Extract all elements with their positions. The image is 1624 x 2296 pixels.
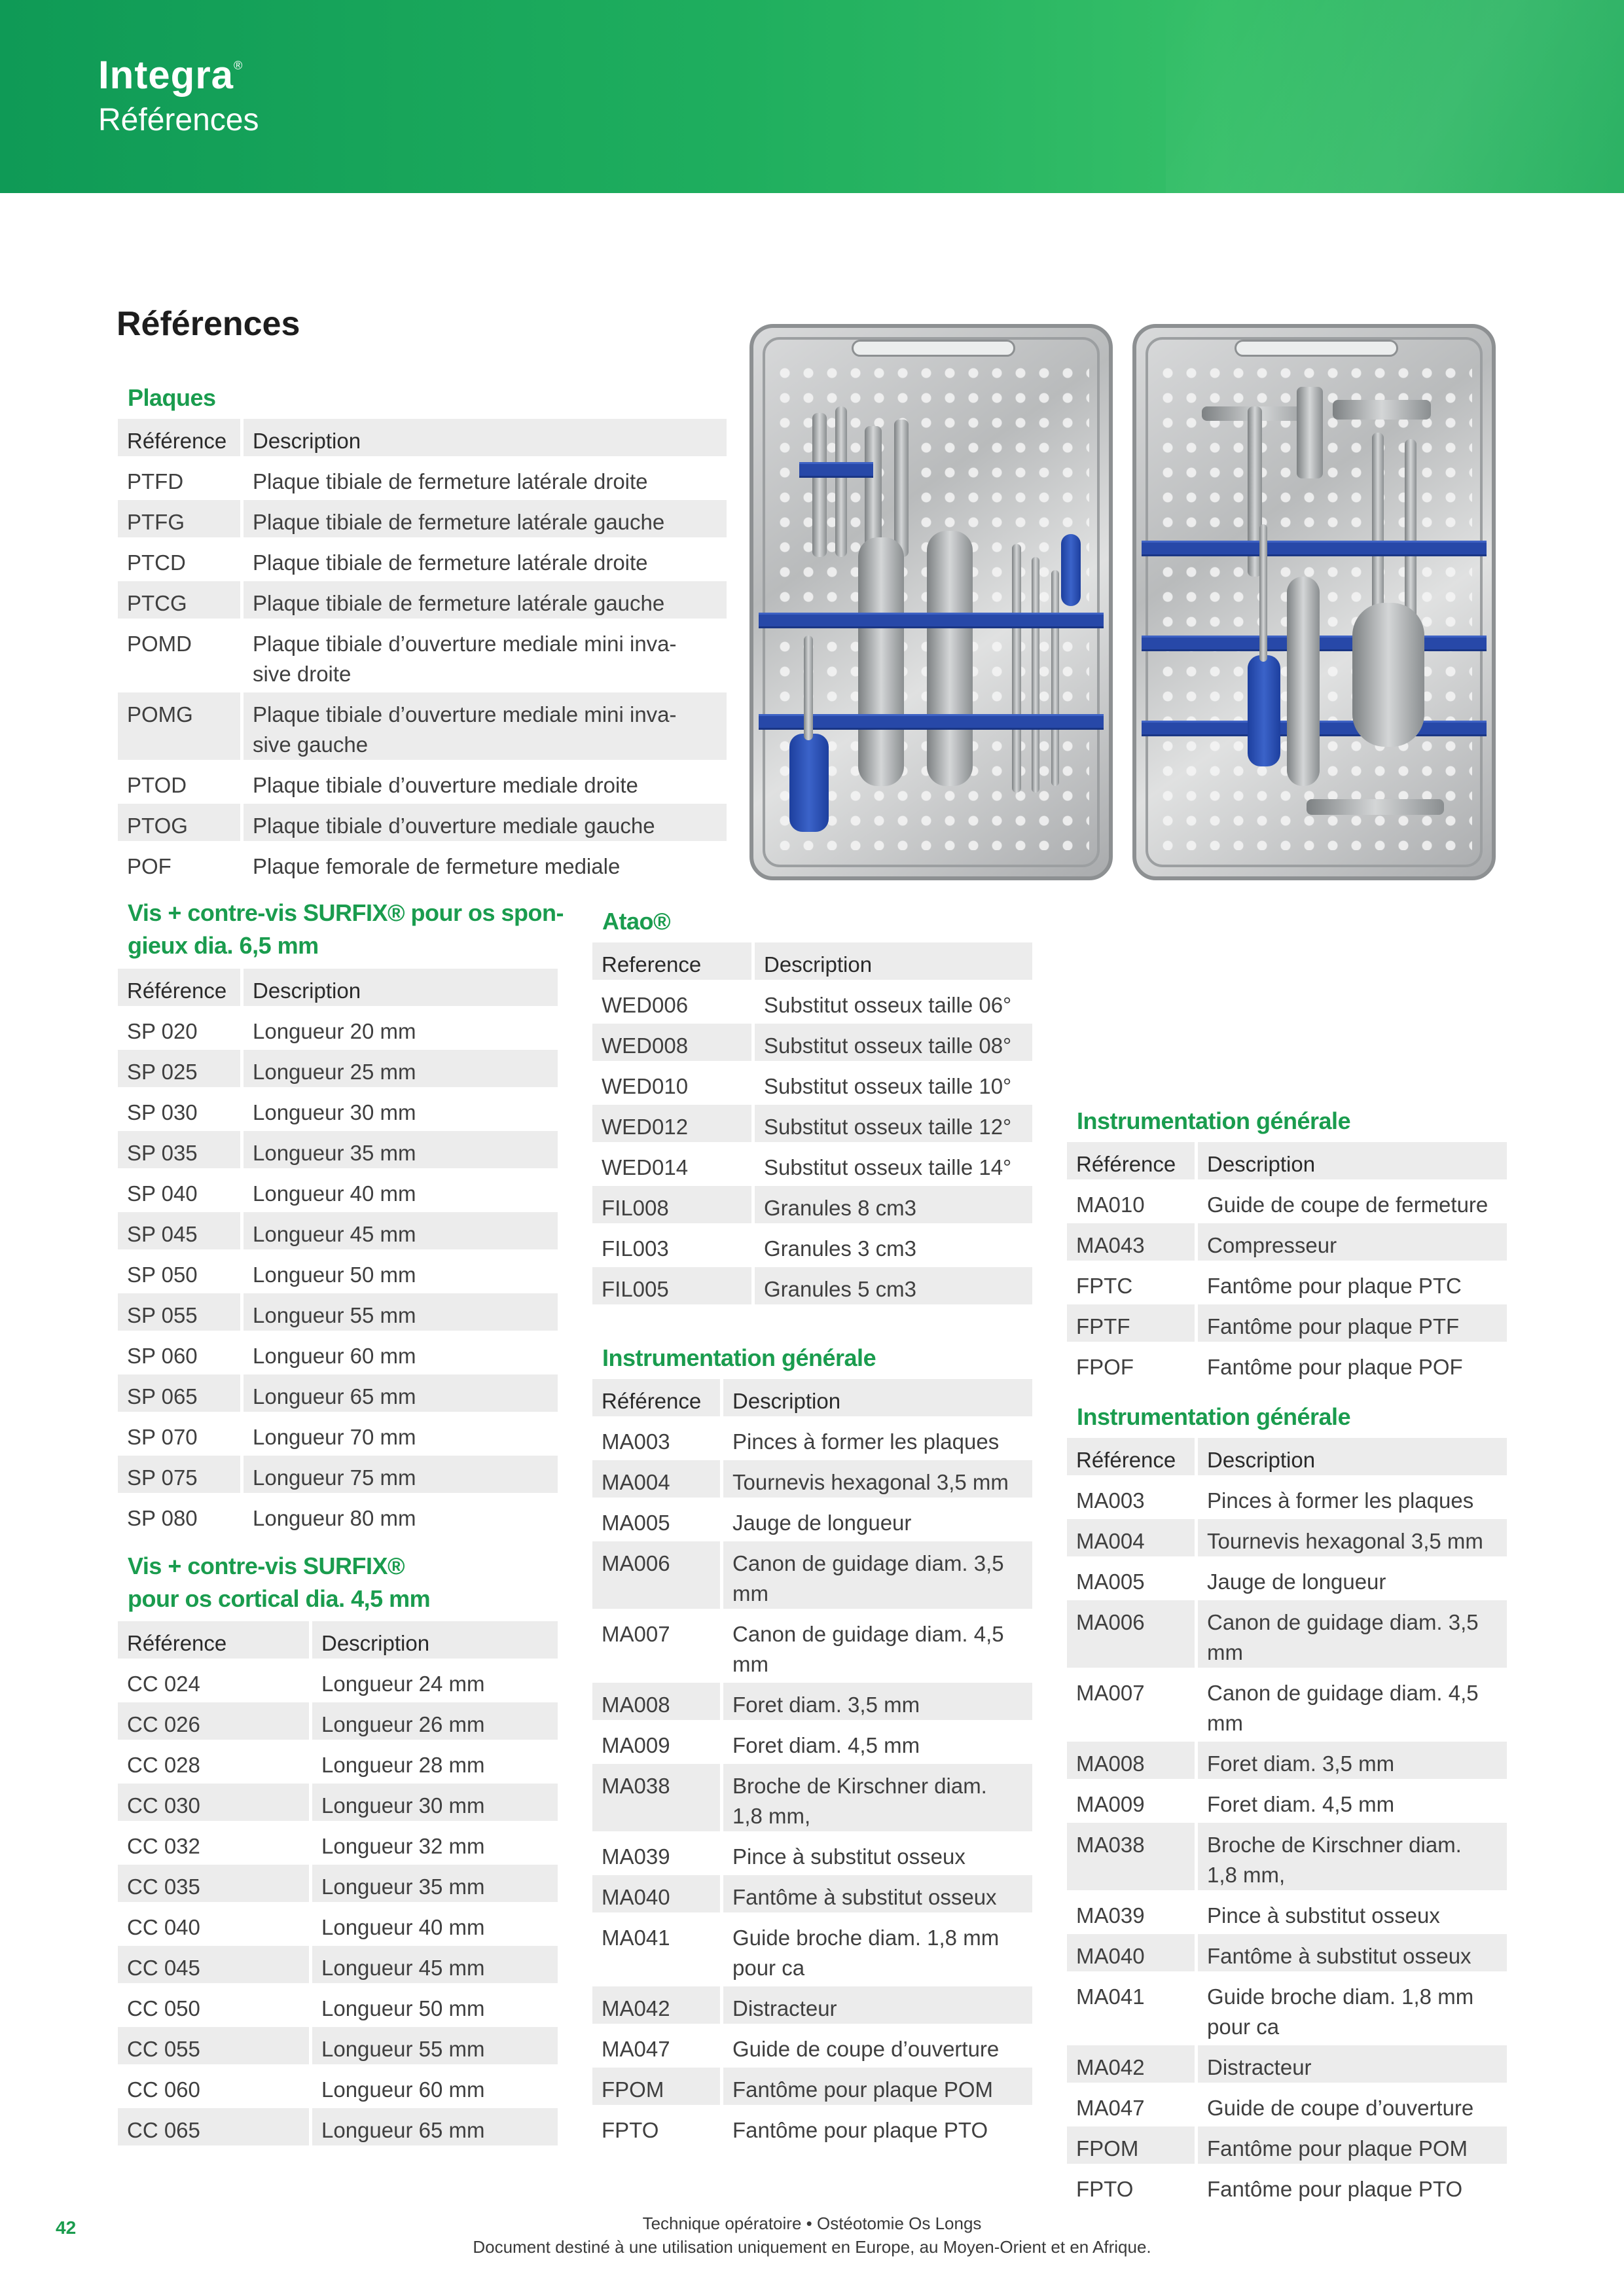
cell-reference: MA038 [592, 1764, 723, 1831]
footer-line1: Technique opératoire • Ostéotomie Os Longs [642, 2214, 982, 2233]
cell-description: Granules 3 cm3 [755, 1227, 1032, 1264]
instr-right-top-title: Instrumentation générale [1077, 1107, 1351, 1134]
table-row [592, 2068, 1032, 2105]
cell-reference: MA007 [1067, 1671, 1198, 1738]
table-row [118, 1212, 558, 1249]
table-row [1067, 1183, 1507, 1220]
brand-mark: ® [234, 59, 244, 72]
table-row [118, 1050, 558, 1087]
header-description: Description [755, 942, 1032, 980]
cell-reference: POF [118, 844, 244, 882]
cell-reference: MA006 [1067, 1600, 1198, 1668]
table-row [118, 1009, 558, 1047]
cell-description: Pince à substitut osseux [1198, 1893, 1507, 1931]
cell-description: Longueur 50 mm [312, 1986, 558, 2024]
table-row [118, 1986, 558, 2024]
surfix-cortical-title-line1: Vis + contre-vis SURFIX® [128, 1552, 405, 1579]
cell-description: Guide broche diam. 1,8 mm pour ca [1198, 1975, 1507, 2042]
cell-description: Guide de coupe d’ouverture [723, 2027, 1032, 2064]
table-row [1067, 1479, 1507, 1516]
table-row [118, 500, 727, 537]
cell-description: Foret diam. 3,5 mm [723, 1683, 1032, 1720]
cell-description: Longueur 26 mm [312, 1702, 558, 1740]
cell-description: Broche de Kirschner diam. 1,8 mm, [723, 1764, 1032, 1831]
header-reference: Référence [1067, 1142, 1198, 1179]
header-description: Description [244, 419, 727, 456]
table-row [592, 1501, 1032, 1538]
cell-description: Canon de guidage diam. 3,5 mm [1198, 1600, 1507, 1668]
cell-reference: CC 065 [118, 2108, 312, 2145]
cell-reference: PTOG [118, 804, 244, 841]
cell-description: Plaque tibiale de fermeture latérale gauche [244, 581, 727, 619]
page-number: 42 [56, 2217, 77, 2238]
cell-description: Longueur 65 mm [244, 1374, 558, 1412]
cell-description: Compresseur [1198, 1223, 1507, 1261]
table-header-row [118, 419, 727, 456]
header-subtitle: Références [98, 103, 259, 137]
table-row [1067, 1560, 1507, 1597]
cell-description: Plaque tibiale de fermeture latérale droite [244, 459, 727, 497]
table-row [118, 763, 727, 800]
cell-description: Longueur 55 mm [312, 2027, 558, 2064]
table-row [1067, 1519, 1507, 1556]
table-row [118, 2108, 558, 2145]
cell-description: Longueur 55 mm [244, 1293, 558, 1331]
cell-reference: MA007 [592, 1612, 723, 1679]
cell-description: Fantôme pour plaque PTC [1198, 1264, 1507, 1301]
table-row [592, 1764, 1032, 1831]
cell-reference: FPOM [1067, 2126, 1198, 2164]
table-row [592, 2027, 1032, 2064]
cell-description: Plaque tibiale d’ouverture mediale mini inva- sive gauche [244, 692, 727, 760]
cell-reference: PTFG [118, 500, 244, 537]
cell-description: Longueur 35 mm [244, 1131, 558, 1168]
cell-reference: CC 050 [118, 1986, 312, 2024]
table-row [592, 1267, 1032, 1304]
header-description: Description [1198, 1142, 1507, 1179]
table-row [592, 1612, 1032, 1679]
cell-description: Plaque tibiale de fermeture latérale droite [244, 541, 727, 578]
cell-reference: WED006 [592, 983, 755, 1020]
table-row [118, 1415, 558, 1452]
instr-mid-title: Instrumentation générale [602, 1344, 876, 1371]
table-row [118, 1743, 558, 1780]
cell-reference: MA038 [1067, 1823, 1198, 1890]
cell-description: Fantôme pour plaque POF [1198, 1345, 1507, 1382]
atao-title: Atao® [602, 908, 671, 935]
cell-description: Longueur 30 mm [244, 1090, 558, 1128]
table-row [118, 1784, 558, 1821]
cell-reference: CC 028 [118, 1743, 312, 1780]
header-reference: Référence [118, 969, 244, 1006]
header-description: Description [244, 969, 558, 1006]
cell-description: Fantôme pour plaque POM [723, 2068, 1032, 2105]
table-row [118, 1946, 558, 1983]
cell-description: Longueur 32 mm [312, 1824, 558, 1861]
cell-description: Pince à substitut osseux [723, 1835, 1032, 1872]
cell-reference: FPTC [1067, 1264, 1198, 1301]
table-row [118, 844, 727, 882]
table-row [118, 1662, 558, 1699]
table-row [118, 459, 727, 497]
table-row [118, 1905, 558, 1943]
instr-right-top-table [1067, 1139, 1507, 1386]
cell-description: Longueur 80 mm [244, 1496, 558, 1534]
cell-reference: FPTF [1067, 1304, 1198, 1342]
cell-description: Pinces à former les plaques [1198, 1479, 1507, 1516]
cell-reference: SP 075 [118, 1456, 244, 1493]
cell-description: Substitut osseux taille 06° [755, 983, 1032, 1020]
table-header-row [1067, 1142, 1507, 1179]
cell-reference: SP 050 [118, 1253, 244, 1290]
cell-reference: SP 055 [118, 1293, 244, 1331]
table-row [592, 1460, 1032, 1498]
cell-reference: SP 045 [118, 1212, 244, 1249]
cell-reference: CC 024 [118, 1662, 312, 1699]
instr-mid-table [592, 1376, 1032, 2149]
table-header-row [592, 1379, 1032, 1416]
cell-description: Guide de coupe de fermeture [1198, 1183, 1507, 1220]
cell-reference: MA041 [1067, 1975, 1198, 2042]
cell-description: Longueur 50 mm [244, 1253, 558, 1290]
table-row [118, 1456, 558, 1493]
cell-reference: MA006 [592, 1541, 723, 1609]
cell-reference: FIL003 [592, 1227, 755, 1264]
table-row [1067, 1893, 1507, 1931]
table-row [118, 2027, 558, 2064]
cell-reference: FPOF [1067, 1345, 1198, 1382]
cell-reference: SP 065 [118, 1374, 244, 1412]
cell-reference: MA047 [1067, 2086, 1198, 2123]
table-row [1067, 1223, 1507, 1261]
cell-reference: MA008 [1067, 1742, 1198, 1779]
table-row [592, 1420, 1032, 1457]
cell-reference: MA039 [1067, 1893, 1198, 1931]
cell-reference: MA008 [592, 1683, 723, 1720]
table-row [1067, 2086, 1507, 2123]
table-row [118, 581, 727, 619]
cell-reference: SP 070 [118, 1415, 244, 1452]
cell-description: Distracteur [723, 1986, 1032, 2024]
surfix-spongieux-title-line2: gieux dia. 6,5 mm [128, 932, 319, 959]
header-description: Description [1198, 1438, 1507, 1475]
cell-description: Canon de guidage diam. 4,5 mm [1198, 1671, 1507, 1738]
cell-reference: SP 060 [118, 1334, 244, 1371]
table-row [118, 692, 727, 760]
cell-description: Granules 8 cm3 [755, 1186, 1032, 1223]
plaques-table [118, 416, 727, 885]
cell-reference: MA040 [1067, 1934, 1198, 1971]
table-row [1067, 1600, 1507, 1668]
cell-reference: CC 035 [118, 1865, 312, 1902]
table-row [1067, 1823, 1507, 1890]
cell-description: Longueur 70 mm [244, 1415, 558, 1452]
table-row [118, 1334, 558, 1371]
cell-reference: SP 020 [118, 1009, 244, 1047]
cell-reference: FIL008 [592, 1186, 755, 1223]
cell-reference: MA043 [1067, 1223, 1198, 1261]
table-header-row [592, 942, 1032, 980]
cell-description: Longueur 25 mm [244, 1050, 558, 1087]
cell-description: Substitut osseux taille 10° [755, 1064, 1032, 1102]
brand-name: Integra [98, 53, 234, 97]
cell-description: Foret diam. 4,5 mm [1198, 1782, 1507, 1820]
table-row [592, 1024, 1032, 1061]
table-row [592, 1835, 1032, 1872]
header-decoration [1166, 0, 1624, 193]
surfix-cortical-title-line2: pour os cortical dia. 4,5 mm [128, 1585, 431, 1612]
surfix-cortical-table [118, 1618, 558, 2149]
cell-description: Plaque tibiale de fermeture latérale gauche [244, 500, 727, 537]
table-row [592, 1145, 1032, 1183]
table-row [118, 1865, 558, 1902]
table-row [1067, 1975, 1507, 2042]
table-row [592, 2108, 1032, 2145]
cell-description: Substitut osseux taille 08° [755, 1024, 1032, 1061]
cell-reference: CC 060 [118, 2068, 312, 2105]
instrument-trays-photo [749, 324, 1496, 880]
table-row [1067, 2126, 1507, 2164]
cell-reference: FPTO [1067, 2167, 1198, 2204]
cell-reference: MA003 [1067, 1479, 1198, 1516]
cell-description: Tournevis hexagonal 3,5 mm [723, 1460, 1032, 1498]
header-description: Description [312, 1621, 558, 1659]
table-row [1067, 1264, 1507, 1301]
cell-description: Longueur 24 mm [312, 1662, 558, 1699]
table-row [118, 1496, 558, 1534]
cell-reference: MA005 [1067, 1560, 1198, 1597]
table-row [118, 1702, 558, 1740]
cell-reference: SP 080 [118, 1496, 244, 1534]
cell-reference: WED014 [592, 1145, 755, 1183]
cell-reference: FPTO [592, 2108, 723, 2145]
cell-description: Canon de guidage diam. 4,5 mm [723, 1612, 1032, 1679]
cell-description: Fantôme à substitut osseux [723, 1875, 1032, 1912]
cell-reference: SP 035 [118, 1131, 244, 1168]
table-row [592, 1683, 1032, 1720]
cell-reference: WED010 [592, 1064, 755, 1102]
table-header-row [118, 1621, 558, 1659]
brand-logo [98, 52, 243, 98]
table-row [118, 1172, 558, 1209]
table-row [118, 2068, 558, 2105]
table-row [118, 1131, 558, 1168]
cell-reference: MA009 [592, 1723, 723, 1761]
cell-reference: MA004 [1067, 1519, 1198, 1556]
cell-reference: MA010 [1067, 1183, 1198, 1220]
instrument-tray-right [1132, 324, 1496, 880]
cell-description: Guide broche diam. 1,8 mm pour ca [723, 1916, 1032, 1983]
instr-right-bottom-table [1067, 1435, 1507, 2208]
cell-description: Longueur 20 mm [244, 1009, 558, 1047]
cell-reference: CC 032 [118, 1824, 312, 1861]
cell-description: Distracteur [1198, 2045, 1507, 2083]
cell-reference: SP 030 [118, 1090, 244, 1128]
cell-reference: POMG [118, 692, 244, 760]
cell-reference: FIL005 [592, 1267, 755, 1304]
header-reference: Reference [592, 942, 755, 980]
cell-reference: MA042 [592, 1986, 723, 2024]
cell-reference: POMD [118, 622, 244, 689]
plaques-title: Plaques [128, 384, 216, 411]
cell-description: Canon de guidage diam. 3,5 mm [723, 1541, 1032, 1609]
cell-description: Guide de coupe d’ouverture [1198, 2086, 1507, 2123]
cell-description: Fantôme pour plaque PTO [1198, 2167, 1507, 2204]
cell-description: Pinces à former les plaques [723, 1420, 1032, 1457]
cell-description: Longueur 35 mm [312, 1865, 558, 1902]
cell-description: Plaque tibiale d’ouverture mediale gauche [244, 804, 727, 841]
cell-description: Fantôme pour plaque PTO [723, 2108, 1032, 2145]
table-row [592, 983, 1032, 1020]
table-row [592, 1541, 1032, 1609]
cell-reference: FPOM [592, 2068, 723, 2105]
cell-reference: MA047 [592, 2027, 723, 2064]
table-row [592, 1227, 1032, 1264]
cell-description: Longueur 28 mm [312, 1743, 558, 1780]
instr-right-bottom-title: Instrumentation générale [1077, 1403, 1351, 1430]
table-row [592, 1875, 1032, 1912]
cell-description: Plaque tibiale d’ouverture mediale droite [244, 763, 727, 800]
table-row [118, 622, 727, 689]
footer-line2: Document destiné à une utilisation uniquement en Europe, au Moyen-Orient et en Afrique. [473, 2237, 1151, 2257]
cell-reference: PTFD [118, 459, 244, 497]
cell-description: Foret diam. 4,5 mm [723, 1723, 1032, 1761]
table-row [118, 1824, 558, 1861]
table-row [118, 1293, 558, 1331]
cell-description: Jauge de longueur [1198, 1560, 1507, 1597]
header-band [0, 0, 1624, 193]
cell-description: Longueur 65 mm [312, 2108, 558, 2145]
table-row [1067, 1742, 1507, 1779]
cell-description: Broche de Kirschner diam. 1,8 mm, [1198, 1823, 1507, 1890]
header-reference: Référence [1067, 1438, 1198, 1475]
table-row [1067, 1304, 1507, 1342]
surfix-cortical-title [128, 1550, 430, 1615]
table-row [118, 1253, 558, 1290]
table-row [1067, 2045, 1507, 2083]
header-reference: Référence [118, 1621, 312, 1659]
cell-reference: CC 026 [118, 1702, 312, 1740]
header-reference: Référence [592, 1379, 723, 1416]
cell-description: Longueur 45 mm [312, 1946, 558, 1983]
cell-reference: CC 030 [118, 1784, 312, 1821]
table-row [1067, 2167, 1507, 2204]
cell-reference: SP 025 [118, 1050, 244, 1087]
table-row [118, 804, 727, 841]
cell-reference: MA004 [592, 1460, 723, 1498]
cell-description: Tournevis hexagonal 3,5 mm [1198, 1519, 1507, 1556]
cell-reference: MA042 [1067, 2045, 1198, 2083]
cell-description: Fantôme à substitut osseux [1198, 1934, 1507, 1971]
cell-reference: SP 040 [118, 1172, 244, 1209]
header-reference: Référence [118, 419, 244, 456]
cell-reference: WED012 [592, 1105, 755, 1142]
cell-description: Substitut osseux taille 12° [755, 1105, 1032, 1142]
cell-description: Longueur 75 mm [244, 1456, 558, 1493]
cell-reference: MA041 [592, 1916, 723, 1983]
atao-table [592, 939, 1032, 1308]
table-row [592, 1186, 1032, 1223]
table-row [118, 1090, 558, 1128]
page-title: Références [117, 305, 300, 343]
cell-description: Substitut osseux taille 14° [755, 1145, 1032, 1183]
cell-reference: WED008 [592, 1024, 755, 1061]
cell-description: Jauge de longueur [723, 1501, 1032, 1538]
cell-description: Plaque tibiale d’ouverture mediale mini inva- sive droite [244, 622, 727, 689]
cell-description: Longueur 40 mm [244, 1172, 558, 1209]
cell-description: Foret diam. 3,5 mm [1198, 1742, 1507, 1779]
cell-reference: MA009 [1067, 1782, 1198, 1820]
cell-reference: PTOD [118, 763, 244, 800]
header-description: Description [723, 1379, 1032, 1416]
cell-description: Fantôme pour plaque POM [1198, 2126, 1507, 2164]
cell-reference: MA039 [592, 1835, 723, 1872]
table-header-row [1067, 1438, 1507, 1475]
cell-reference: CC 045 [118, 1946, 312, 1983]
table-row [592, 1723, 1032, 1761]
surfix-spongieux-title [128, 897, 564, 962]
table-row [1067, 1671, 1507, 1738]
cell-description: Longueur 45 mm [244, 1212, 558, 1249]
table-row [592, 1064, 1032, 1102]
cell-reference: PTCG [118, 581, 244, 619]
cell-reference: MA040 [592, 1875, 723, 1912]
cell-description: Fantôme pour plaque PTF [1198, 1304, 1507, 1342]
cell-reference: CC 055 [118, 2027, 312, 2064]
table-row [1067, 1782, 1507, 1820]
table-row [592, 1105, 1032, 1142]
surfix-spongieux-title-line1: Vis + contre-vis SURFIX® pour os spon- [128, 899, 564, 926]
surfix-spongieux-table [118, 965, 558, 1537]
cell-reference: MA005 [592, 1501, 723, 1538]
cell-reference: CC 040 [118, 1905, 312, 1943]
cell-description: Longueur 60 mm [312, 2068, 558, 2105]
cell-description: Longueur 40 mm [312, 1905, 558, 1943]
table-header-row [118, 969, 558, 1006]
cell-description: Granules 5 cm3 [755, 1267, 1032, 1304]
table-row [592, 1986, 1032, 2024]
cell-reference: PTCD [118, 541, 244, 578]
table-row [118, 541, 727, 578]
table-row [1067, 1934, 1507, 1971]
table-row [592, 1916, 1032, 1983]
table-row [118, 1374, 558, 1412]
cell-description: Plaque femorale de fermeture mediale [244, 844, 727, 882]
cell-description: Longueur 30 mm [312, 1784, 558, 1821]
instrument-tray-left [749, 324, 1113, 880]
cell-reference: MA003 [592, 1420, 723, 1457]
cell-description: Longueur 60 mm [244, 1334, 558, 1371]
table-row [1067, 1345, 1507, 1382]
